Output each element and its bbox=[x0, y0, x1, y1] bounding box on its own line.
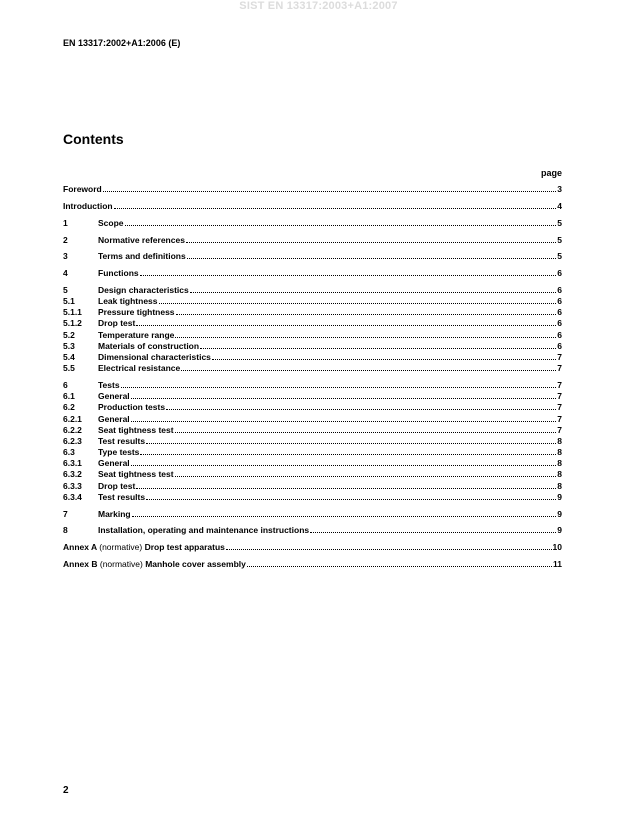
toc-entry[interactable] bbox=[63, 250, 562, 261]
toc-entry-number: 6.3.3 bbox=[63, 480, 82, 491]
toc-entry-title bbox=[98, 251, 186, 261]
toc-entry-title-text: Drop test bbox=[98, 318, 136, 329]
toc-entry-title-text: Production tests bbox=[98, 402, 166, 413]
toc-entry-page: 7 bbox=[557, 379, 562, 390]
toc-entry-title-text: Drop test bbox=[98, 480, 136, 491]
toc-dot-leader bbox=[175, 431, 557, 433]
toc-entry-title bbox=[98, 307, 175, 317]
toc-entry[interactable] bbox=[63, 362, 562, 373]
toc-entry[interactable] bbox=[63, 317, 562, 328]
toc-entry[interactable] bbox=[63, 524, 562, 535]
toc-entry-title-text: Type tests bbox=[98, 447, 140, 458]
toc-entry-title bbox=[98, 402, 165, 412]
toc-dot-leader bbox=[186, 241, 556, 243]
toc-entry-number: 6.3.4 bbox=[63, 491, 82, 502]
toc-entry[interactable] bbox=[63, 401, 562, 412]
toc-entry-number: 6.3.2 bbox=[63, 469, 82, 480]
toc-entry[interactable] bbox=[63, 446, 562, 457]
toc-dot-leader bbox=[166, 408, 556, 410]
toc-entry-annex-note: (normative) bbox=[99, 542, 143, 553]
toc-dot-leader bbox=[190, 291, 557, 293]
toc-entry-page: 6 bbox=[557, 296, 562, 307]
toc-entry-title bbox=[98, 525, 309, 535]
toc-dot-leader bbox=[212, 358, 556, 360]
toc-entry-title bbox=[98, 509, 131, 519]
toc-entry[interactable] bbox=[63, 379, 562, 390]
toc-entry[interactable] bbox=[63, 507, 562, 518]
toc-dot-leader bbox=[114, 207, 557, 209]
toc-dot-leader bbox=[140, 274, 557, 276]
toc-entry-title bbox=[98, 469, 174, 479]
toc-entry-number: 1 bbox=[63, 217, 68, 228]
toc-entry[interactable] bbox=[63, 390, 562, 401]
toc-entry-page: 6 bbox=[557, 318, 562, 329]
toc-entry-annex-title: Manhole cover assembly bbox=[145, 558, 246, 569]
toc-entry-page: 3 bbox=[557, 184, 562, 195]
toc-dot-leader bbox=[103, 190, 557, 192]
toc-entry-page: 9 bbox=[557, 508, 562, 519]
toc-entry-title-text: General bbox=[98, 413, 130, 424]
toc-entry-title-text: Temperature range bbox=[98, 329, 175, 340]
toc-entry-title-text: Foreword bbox=[63, 184, 102, 195]
toc-entry-page: 7 bbox=[557, 424, 562, 435]
toc-entry-title bbox=[98, 380, 120, 390]
toc-entry[interactable] bbox=[63, 284, 562, 295]
toc-entry-title-text: Test results bbox=[98, 435, 146, 446]
toc-entry-page: 9 bbox=[557, 491, 562, 502]
toc-entry-page: 7 bbox=[557, 363, 562, 374]
toc-entry[interactable] bbox=[63, 233, 562, 244]
toc-entry-page: 7 bbox=[557, 413, 562, 424]
toc-entry-title-text: Seat tightness test bbox=[98, 469, 174, 480]
toc-entry-page: 5 bbox=[557, 234, 562, 245]
toc-entry-page: 11 bbox=[553, 558, 562, 569]
toc-entry-title bbox=[63, 184, 102, 194]
toc-entry-title bbox=[98, 330, 174, 340]
toc-entry-number: 6.1 bbox=[63, 391, 75, 402]
toc-entry-title bbox=[98, 341, 199, 351]
toc-entry-title-text: Design characteristics bbox=[98, 284, 189, 295]
toc-entry-title bbox=[63, 559, 246, 569]
toc-dot-leader bbox=[310, 531, 556, 533]
toc-entry-title bbox=[98, 235, 185, 245]
toc-dot-leader bbox=[132, 515, 557, 517]
watermark: SIST EN 13317:2003+A1:2007 bbox=[239, 0, 398, 12]
toc-entry-title-text: Materials of construction bbox=[98, 340, 200, 351]
toc-entry-title bbox=[98, 391, 130, 401]
toc-entry-title bbox=[98, 436, 145, 446]
toc-entry-title bbox=[98, 352, 211, 362]
toc-entry-title bbox=[98, 268, 139, 278]
toc-entry-title-text: Installation, operating and maintenance instructions bbox=[98, 525, 310, 536]
toc-entry-title-text: Introduction bbox=[63, 200, 113, 211]
toc-entry-title-text: Terms and definitions bbox=[98, 251, 186, 262]
toc-entry-title bbox=[98, 458, 130, 468]
toc-entry-number: 5 bbox=[63, 284, 68, 295]
toc-entry-number: 7 bbox=[63, 508, 68, 519]
toc-entry-title bbox=[98, 425, 174, 435]
toc-entry-page: 8 bbox=[557, 447, 562, 458]
toc-entry[interactable] bbox=[63, 200, 562, 211]
toc-entry-title-text: Test results bbox=[98, 491, 146, 502]
toc-entry-number: 5.1.2 bbox=[63, 318, 82, 329]
toc-entry-number: 5.3 bbox=[63, 340, 75, 351]
toc-entry-page: 4 bbox=[557, 200, 562, 211]
toc-entry[interactable] bbox=[63, 479, 562, 490]
toc-entry-page: 10 bbox=[552, 542, 562, 553]
toc-entry-number: 6.2.2 bbox=[63, 424, 82, 435]
toc-dot-leader bbox=[125, 224, 557, 226]
toc-entry-number: 3 bbox=[63, 251, 68, 262]
toc-entry-page: 9 bbox=[557, 525, 562, 536]
toc-entry-page: 8 bbox=[557, 435, 562, 446]
toc-entry-title-text: Functions bbox=[98, 268, 139, 279]
toc-entry-page: 7 bbox=[557, 391, 562, 402]
page-number: 2 bbox=[63, 785, 69, 796]
toc-entry-page: 8 bbox=[557, 458, 562, 469]
toc-entry-title bbox=[98, 447, 139, 457]
toc-entry-page: 6 bbox=[557, 268, 562, 279]
toc-entry-page: 8 bbox=[557, 469, 562, 480]
toc-entry[interactable] bbox=[63, 412, 562, 423]
toc-entry-number: 2 bbox=[63, 234, 68, 245]
toc-entry-number: 5.1.1 bbox=[63, 307, 82, 318]
toc-entry-page: 6 bbox=[557, 307, 562, 318]
toc-entry[interactable] bbox=[63, 340, 562, 351]
toc-entry-page: 6 bbox=[557, 340, 562, 351]
toc-dot-leader bbox=[136, 324, 556, 326]
toc-dot-leader bbox=[140, 453, 556, 455]
toc-entry-number: 5.4 bbox=[63, 352, 75, 362]
toc-entry-title bbox=[63, 201, 113, 211]
toc-dot-leader bbox=[187, 257, 557, 259]
toc-entry-page: 6 bbox=[557, 284, 562, 295]
toc-dot-leader bbox=[146, 498, 556, 500]
toc-dot-leader bbox=[146, 442, 556, 444]
toc-entry-number: 6.2.3 bbox=[63, 435, 82, 446]
toc-entry-number: 6.2.1 bbox=[63, 413, 82, 424]
toc-entry-number: 8 bbox=[63, 525, 68, 536]
toc-entry[interactable] bbox=[63, 424, 562, 435]
toc-entry[interactable] bbox=[63, 306, 562, 317]
toc-entry-annex-note: (normative) bbox=[99, 558, 143, 569]
toc-entry-title-text: Tests bbox=[98, 379, 120, 390]
toc-entry-page: 7 bbox=[557, 352, 562, 362]
toc-dot-leader bbox=[131, 420, 557, 422]
toc-entry[interactable] bbox=[63, 351, 562, 362]
toc-dot-leader bbox=[200, 347, 556, 349]
toc-entry-title-text: Pressure tightness bbox=[98, 307, 175, 318]
toc-entry-title-text: Annex A bbox=[63, 542, 97, 553]
toc-entry-title-text: General bbox=[98, 391, 130, 402]
toc-entry-annex-title: Drop test apparatus bbox=[144, 542, 225, 553]
toc-entry[interactable] bbox=[63, 295, 562, 306]
toc-entry-title-text: Scope bbox=[98, 217, 124, 228]
toc-dot-leader bbox=[181, 369, 556, 371]
toc-entry-title-text: Electrical resistance bbox=[98, 363, 181, 374]
toc-dot-leader bbox=[131, 464, 557, 466]
document-id: EN 13317:2002+A1:2006 (E) bbox=[63, 38, 181, 48]
toc-entry[interactable] bbox=[63, 267, 562, 278]
toc-dot-leader bbox=[121, 386, 557, 388]
toc-dot-leader bbox=[136, 487, 556, 489]
toc-entry-number: 5.2 bbox=[63, 329, 75, 340]
toc-entry-title-text: Marking bbox=[98, 508, 131, 519]
page-title: Contents bbox=[63, 131, 124, 147]
toc-entry-number: 6.3.1 bbox=[63, 458, 82, 469]
toc-dot-leader bbox=[175, 475, 557, 477]
toc-entry-title bbox=[98, 296, 158, 306]
toc-entry-page: 5 bbox=[557, 217, 562, 228]
toc-entry-page: 5 bbox=[557, 251, 562, 262]
toc-entry-title bbox=[98, 285, 189, 295]
toc-entry-title-text: Leak tightness bbox=[98, 296, 158, 307]
toc-entry-number: 6.2 bbox=[63, 402, 75, 413]
toc-dot-leader bbox=[131, 397, 557, 399]
toc-entry[interactable] bbox=[63, 457, 562, 468]
toc-entry[interactable] bbox=[63, 217, 562, 228]
toc-entry-title bbox=[98, 481, 135, 491]
toc-entry-number: 6.3 bbox=[63, 447, 75, 458]
toc-entry[interactable] bbox=[63, 328, 562, 339]
toc-dot-leader bbox=[175, 336, 556, 338]
toc-entry[interactable] bbox=[63, 435, 562, 446]
toc-entry-title bbox=[98, 414, 130, 424]
toc-entry-title-text: Annex B bbox=[63, 558, 98, 569]
table-of-contents bbox=[63, 183, 562, 569]
toc-entry-title-text: General bbox=[98, 458, 130, 469]
toc-entry[interactable] bbox=[63, 558, 562, 569]
toc-entry-title bbox=[98, 363, 180, 373]
toc-entry-number: 4 bbox=[63, 268, 68, 279]
toc-entry-title-text: Seat tightness test bbox=[98, 424, 174, 435]
page-column-label: page bbox=[540, 168, 562, 178]
toc-dot-leader bbox=[176, 313, 557, 315]
toc-entry-title bbox=[63, 542, 225, 552]
toc-entry[interactable] bbox=[63, 183, 562, 194]
toc-entry-page: 8 bbox=[557, 480, 562, 491]
toc-dot-leader bbox=[247, 565, 552, 567]
toc-entry-number: 6 bbox=[63, 379, 68, 390]
toc-entry-page: 7 bbox=[557, 402, 562, 413]
toc-entry[interactable] bbox=[63, 468, 562, 479]
toc-entry[interactable] bbox=[63, 541, 562, 552]
toc-entry-title bbox=[98, 218, 124, 228]
toc-dot-leader bbox=[226, 548, 552, 550]
toc-dot-leader bbox=[159, 302, 557, 304]
toc-entry-title-text: Normative references bbox=[98, 234, 185, 245]
toc-entry-title bbox=[98, 492, 145, 502]
toc-entry-title-text: Dimensional characteristics bbox=[98, 352, 211, 362]
toc-entry[interactable] bbox=[63, 491, 562, 502]
toc-entry-number: 5.5 bbox=[63, 363, 75, 374]
toc-entry-number: 5.1 bbox=[63, 296, 75, 307]
toc-entry-title bbox=[98, 318, 135, 328]
toc-entry-page: 6 bbox=[557, 329, 562, 340]
